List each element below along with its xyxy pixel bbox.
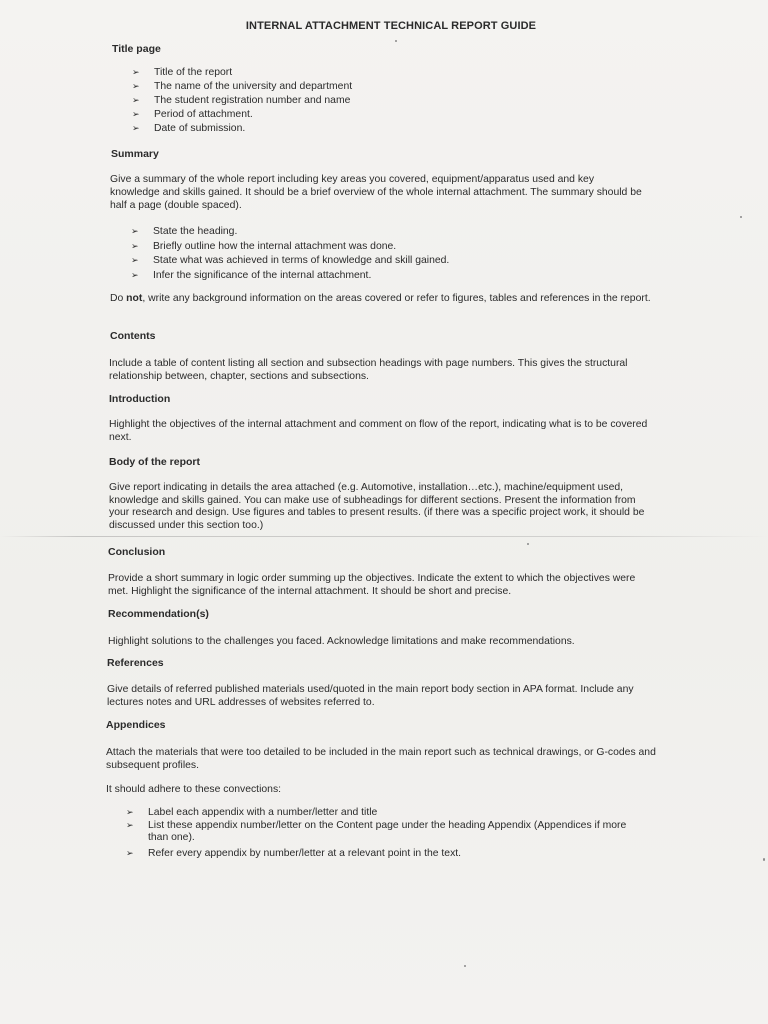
- contents-paragraph: Include a table of content listing all section and subsection headings with page numbers. This gives the structural relationship between, chapter, sections and subsections.: [109, 358, 628, 382]
- heading-title-page: Title page: [112, 43, 161, 55]
- recommendations-paragraph: Highlight solutions to the challenges you faced. Acknowledge limitations and make recommendations.: [108, 636, 575, 647]
- list-item: ➢ Period of attachment.: [132, 108, 432, 122]
- title-page-list: [132, 66, 432, 136]
- scan-speck: [527, 543, 529, 545]
- heading-introduction: Introduction: [109, 393, 171, 405]
- heading-conclusion: Conclusion: [108, 546, 166, 558]
- scan-speck: [740, 216, 742, 218]
- summary-paragraph: Give a summary of the whole report including key areas you covered, equipment/apparatus used and key knowledge and skills gained. It should be a brief overview of the whole internal attachment. The summary should be half a page (double spaced).: [110, 174, 642, 211]
- list-item: ➢ List these appendix number/letter on the Content page under the heading Appendix (Appendices if more than one).: [126, 820, 646, 845]
- appendices-paragraph: Attach the materials that were too detailed to be included in the main report such as technical drawings, or G-codes and subsequent profiles.: [106, 747, 656, 771]
- introduction-paragraph: Highlight the objectives of the internal attachment and comment on flow of the report, indicating what is to be covered next.: [109, 419, 648, 443]
- summary-note: Do not, write any background information on the areas covered or refer to figures, tables and references in the report.: [110, 293, 651, 304]
- list-item: ➢ Infer the significance of the internal attachment.: [131, 269, 531, 284]
- paper-fold: [0, 536, 768, 537]
- list-item: ➢ State what was achieved in terms of knowledge and skill gained.: [131, 254, 531, 269]
- list-item: ➢ Date of submission.: [132, 122, 432, 136]
- conclusion-paragraph: Provide a short summary in logic order summing up the objectives. Indicate the extent to which the objectives were met. Highlight the significance of the internal attachment. It should be short and precise.: [108, 573, 636, 597]
- list-item: ➢ State the heading.: [131, 225, 531, 240]
- heading-body: Body of the report: [109, 456, 200, 468]
- list-item: ➢ Refer every appendix by number/letter at a relevant point in the text.: [126, 848, 646, 861]
- list-item: ➢ Label each appendix with a number/letter and title: [126, 807, 646, 820]
- heading-contents: Contents: [110, 330, 156, 342]
- document-title: INTERNAL ATTACHMENT TECHNICAL REPORT GUIDE: [245, 20, 537, 32]
- heading-references: References: [107, 657, 164, 669]
- emphasis-not: not: [126, 293, 143, 304]
- list-item: ➢ Title of the report: [132, 66, 432, 80]
- heading-summary: Summary: [111, 148, 159, 160]
- references-paragraph: Give details of referred published materials used/quoted in the main report body section in APA format. Include any lectures notes and URL addresses of websites referred to.: [107, 684, 634, 708]
- appendices-list: [126, 807, 646, 860]
- list-item: ➢ Briefly outline how the internal attachment was done.: [131, 240, 531, 255]
- summary-list: [131, 225, 531, 283]
- body-paragraph: Give report indicating in details the area attached (e.g. Automotive, installation…etc.), machine/equipment used, knowledge and skills gained. You can make use of subheadings for different sections. Present the information from your research and design. Use figures and tables to present results. (if there was a specific project work, it should be discussed under this section too.): [109, 482, 645, 531]
- heading-appendices: Appendices: [106, 719, 166, 731]
- heading-recommendations: Recommendation(s): [108, 608, 209, 620]
- list-item: ➢ The name of the university and department: [132, 80, 432, 94]
- scan-speck: [395, 40, 397, 42]
- scan-speck: [763, 858, 765, 861]
- scan-speck: [464, 965, 466, 967]
- list-item: ➢ The student registration number and name: [132, 94, 432, 108]
- appendices-intro: It should adhere to these convections:: [106, 784, 282, 795]
